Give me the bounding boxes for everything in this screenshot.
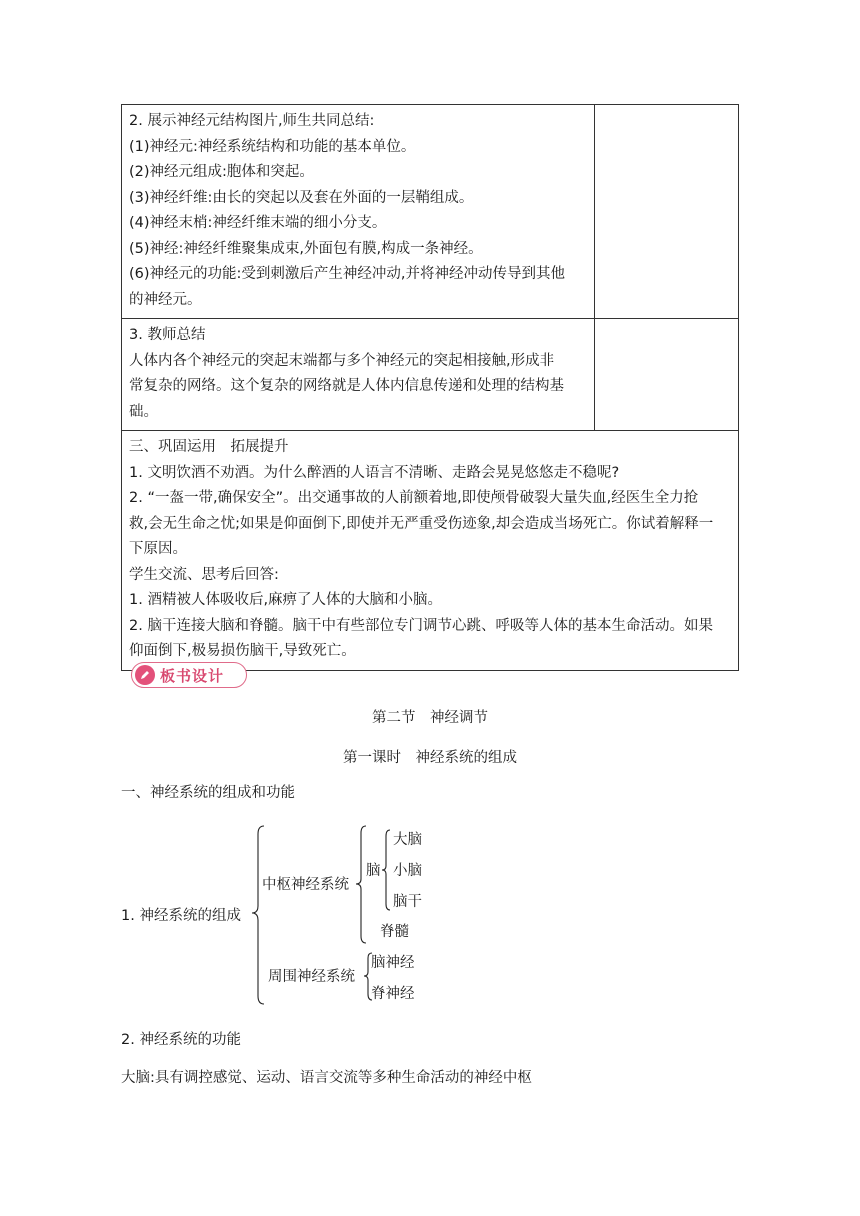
text-line: (3)神经纤维:由长的突起以及套在外面的一层鞘组成。	[129, 189, 474, 206]
badge-label: 板书设计	[160, 666, 225, 685]
text-line: 1. 酒精被人体吸收后,麻痹了人体的大脑和小脑。	[129, 592, 443, 608]
text-line: (1)神经元:神经系统结构和功能的基本单位。	[129, 138, 416, 155]
brain-part-label: 大脑	[393, 832, 422, 848]
board-title: 第二节 神经调节	[372, 710, 488, 726]
text-line: 仰面倒下,极易损伤脑干,导致死亡。	[129, 643, 356, 659]
text-line: 的神经元。	[129, 291, 202, 308]
brace-cns	[356, 826, 366, 943]
text-line: 常复杂的网络。这个复杂的网络就是人体内信息传递和处理的结构基	[129, 378, 564, 394]
pns-label: 周围神经系统	[268, 969, 355, 985]
brace-main	[252, 826, 264, 1004]
board-subtitle: 第一课时 神经系统的组成	[343, 750, 517, 766]
text-line: 2. “一盔一带,确保安全”。出交通事故的人前额着地,即使颅骨破裂大量失血,经医生全力抢	[129, 490, 699, 506]
text-line: 础。	[129, 403, 158, 420]
function-heading: 2. 神经系统的功能	[121, 1032, 241, 1048]
brace-brain	[382, 830, 390, 910]
text-line: (6)神经元的功能:受到刺激后产生神经冲动,并将神经冲动传导到其他	[129, 266, 566, 282]
pns-part-label: 脊神经	[371, 986, 415, 1002]
text-line: 人体内各个神经元的突起末端都与多个神经元的突起相接触,形成非	[129, 352, 555, 369]
function-cerebrum: 大脑:具有调控感觉、运动、语言交流等多种生命活动的神经中枢	[121, 1070, 532, 1086]
text-line: 学生交流、思考后回答:	[129, 566, 279, 583]
section-heading: 三、巩固运用 拓展提升	[129, 439, 289, 455]
text-line: 1. 文明饮酒不劝酒。为什么醉酒的人语言不清晰、走路会晃晃悠悠走不稳呢?	[129, 464, 620, 481]
brain-label: 脑	[366, 863, 381, 879]
text-line: (2)神经元组成:胞体和突起。	[129, 164, 314, 180]
text-line: (5)神经:神经纤维聚集成束,外面包有膜,构成一条神经。	[129, 240, 483, 257]
composition-label: 1. 神经系统的组成	[121, 908, 241, 924]
text-line: 救,会无生命之忧;如果是仰面倒下,即使并无严重受伤迹象,却会造成当场死亡。你试着解释一	[129, 515, 714, 532]
pns-part-label: 脑神经	[371, 955, 415, 971]
cns-label: 中枢神经系统	[262, 877, 349, 893]
text-line: (4)神经末梢:神经纤维末端的细小分支。	[129, 215, 387, 231]
brace-pns	[364, 953, 372, 1000]
brain-part-label: 脑干	[393, 894, 422, 910]
text-line: 下原因。	[129, 541, 187, 557]
brain-part-label: 小脑	[393, 863, 422, 879]
section-heading: 一、神经系统的组成和功能	[121, 785, 295, 801]
spinal-cord-label: 脊髓	[380, 924, 409, 940]
text-line: 3. 教师总结	[129, 327, 206, 343]
text-line: 2. 脑干连接大脑和脊髓。脑干中有些部位专门调节心跳、呼吸等人体的基本生命活动。如果	[129, 617, 713, 634]
text-line: 2. 展示神经元结构图片,师生共同总结:	[129, 113, 375, 129]
